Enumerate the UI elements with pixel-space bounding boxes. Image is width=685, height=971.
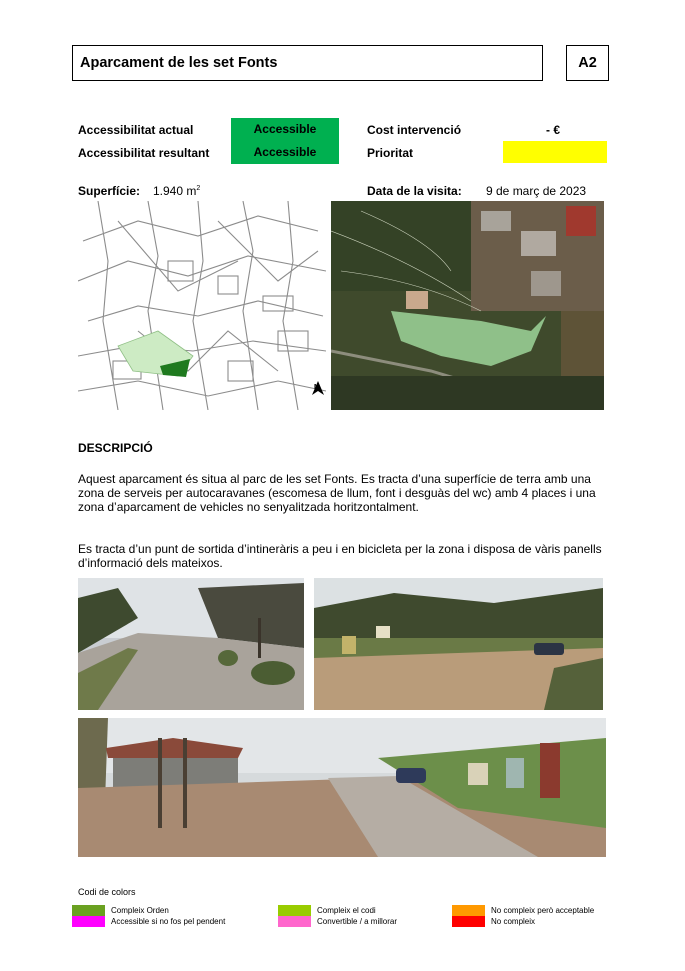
description-heading: DESCRIPCIÓ [78, 441, 153, 455]
surface-exponent: 2 [196, 185, 201, 192]
priority-color-cell [503, 141, 607, 163]
cost-value: - € [546, 123, 561, 137]
legend-swatch-accessible-pendent [72, 916, 105, 927]
street-map [78, 201, 326, 410]
visit-date-value: 9 de març de 2023 [486, 184, 587, 198]
legend-label-convertible: Convertible / a millorar [317, 917, 398, 926]
title-box [72, 45, 543, 81]
north-label: N [314, 384, 320, 391]
legend-label-no-compleix-acceptable: No compleix però acceptable [491, 906, 595, 915]
legend-title: Codi de colors [78, 887, 136, 897]
legend-swatch-compleix-orden [72, 905, 105, 916]
resulting-accessibility-label: Accessibilitat resultant [78, 146, 210, 160]
legend-label-no-compleix: No compleix [491, 917, 536, 926]
code-box [566, 45, 609, 81]
legend-swatch-no-compleix [452, 916, 485, 927]
description-paragraph-1: Aquest aparcament és situa al parc de les set Fonts. Es tracta d’una superfície de terra amb una zona de serveis per autocaravanes (escomesa de llum, font i desguàs del wc) amb 4 places i una zona d’aparcament de vehicles no senyalitzada horitzontalment. [78, 472, 596, 514]
page-title: Aparcament de les set Fonts [80, 55, 278, 71]
photo-dirt-parking [314, 578, 603, 710]
current-accessibility-label: Accessibilitat actual [78, 123, 194, 137]
legend-swatch-convertible [278, 916, 311, 927]
cost-label: Cost intervenció [367, 123, 462, 137]
legend-swatch-compleix-codi [278, 905, 311, 916]
photo-panorama-services [78, 718, 606, 857]
surface-value: 1.940 $m^2$ [153, 184, 201, 198]
description-paragraph-2: Es tracta d’un punt de sortida d’intineràris a peu i en bicicleta per la zona i disposa de vàris panells d’informació dels mateixos. [78, 542, 602, 570]
current-accessibility-value: Accessible [231, 118, 339, 141]
surface-label: Superfície: [78, 184, 141, 198]
photo-parking-path [78, 578, 304, 710]
visit-date-label: Data de la visita: [367, 184, 462, 198]
priority-label: Prioritat [367, 146, 414, 160]
legend-label-accessible-pendent: Accessible si no fos pel pendent [111, 917, 226, 926]
aerial-photo [331, 201, 604, 410]
legend-label-compleix-orden: Compleix Orden [111, 906, 169, 915]
resulting-accessibility-value: Accessible [231, 141, 339, 164]
legend-swatch-no-compleix-acceptable [452, 905, 485, 916]
legend-label-compleix-codi: Compleix el codi [317, 906, 376, 915]
sheet-code: A2 [578, 55, 597, 71]
